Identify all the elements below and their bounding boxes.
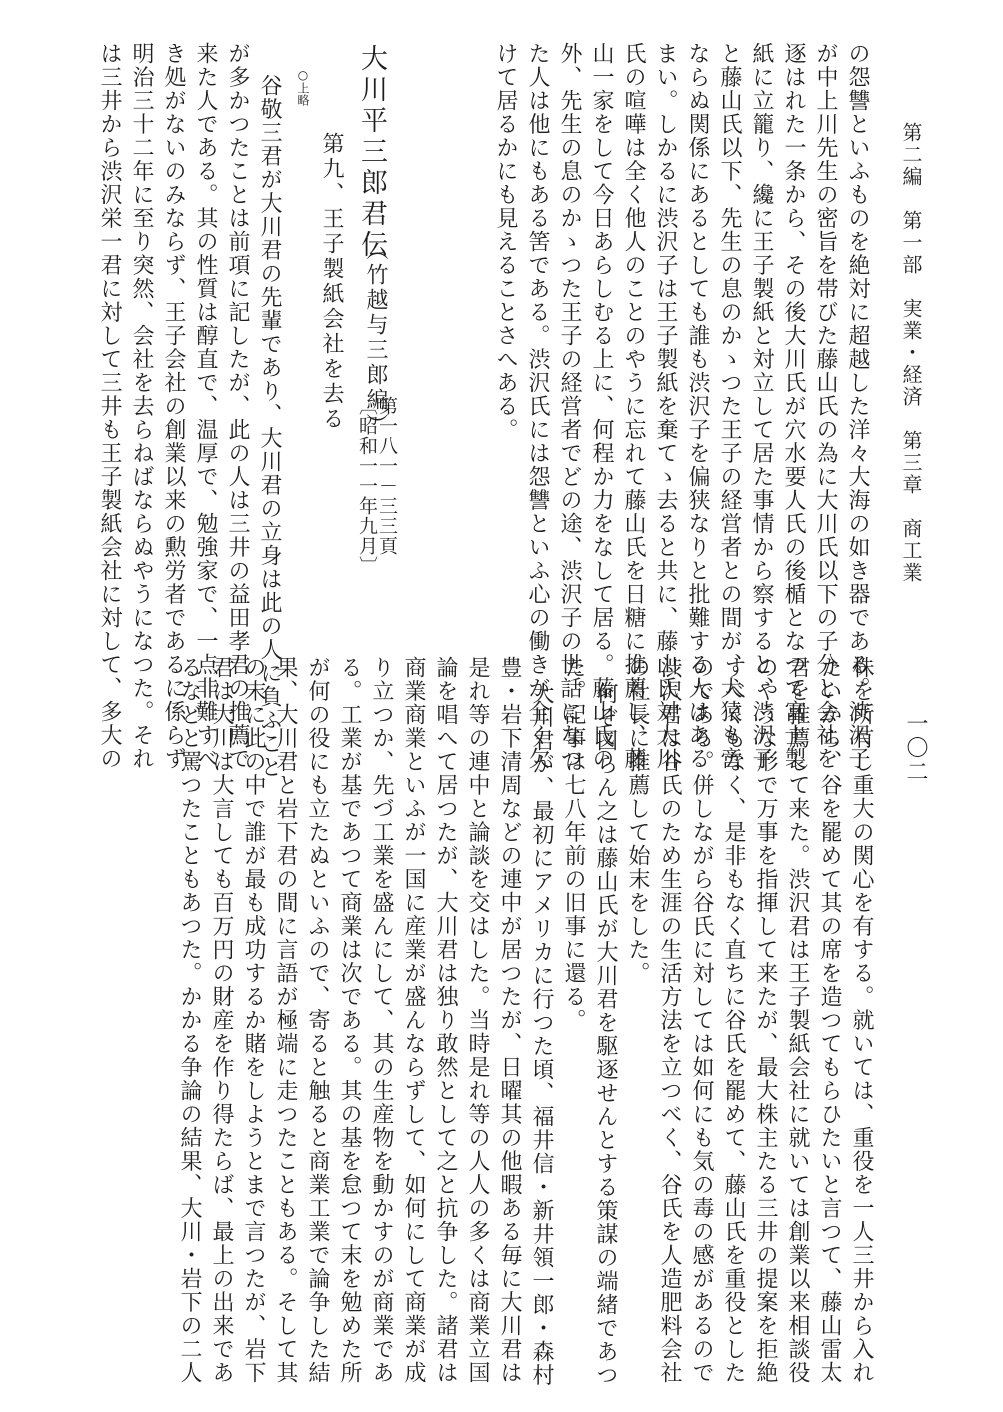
- text-column: ならぬ関係にあるとしても誰も渋沢子を偏狭なりと批難する人はある: [685, 42, 710, 771]
- text-column: 是れ等の連中と論談を交はした。当時是れ等の人人の多くは商業立国: [465, 656, 490, 1385]
- article-author: （竹越与三郎編）: [363, 238, 388, 438]
- text-column: る。工業が基であつて商業は次である。其の基を怠つて末を勉めた所: [337, 656, 362, 1385]
- text-column: が中上川先生の密旨を帯びた藤山氏の為に大川氏以下の子分と会社を: [813, 42, 838, 771]
- text-column: が多かつたことは前項に記したが、此の人は三井の益田孝君の推薦で: [225, 42, 250, 771]
- text-column: 大川君が、最初にアメリカに行つた頃、福井信・新井領一郎・森村: [529, 682, 554, 1387]
- text-column: 豊・岩下清周などの連中が居つたが、日曜其の他暇ある毎に大川君は: [497, 656, 522, 1385]
- text-column: 谷敬三君が大川君の先輩であり、大川君の立身は此の人に負ふこと: [257, 74, 282, 779]
- text-column: 山一家をして今日あらしむる上に、何程か力をなして居る。藤山氏の: [589, 42, 614, 771]
- text-column: り立つか、先づ工業を盛んにして、其の生産物を動かすのが商業であ: [369, 656, 394, 1385]
- text-column: は三井から渋沢栄一君に対して三井も王子製紙会社に対して、多大の: [97, 42, 122, 771]
- article-reference-pages: 第一八一－三三頁: [376, 396, 398, 556]
- text-column: と藤山氏以下、先生の息のかゝつた王子の経営者との間が、犬猿も啻: [717, 42, 742, 771]
- text-column: まい。しかるに渋沢子は王子製紙を棄てゝ去ると共に、藤山氏対大川: [653, 42, 678, 771]
- omission-mark: ○上略: [296, 68, 310, 106]
- text-column: のやうな形で万事を指揮して来たが、最大株主たる三井の提案を拒絶: [753, 656, 778, 1385]
- text-column: が何の役にも立たぬといふので、寄ると触ると商業工業で論争した結: [305, 656, 330, 1385]
- text-column: 果、大川君と岩下君の間に言語が極端に走つたこともある。そして其: [273, 656, 298, 1385]
- text-column: 外、先生の息のかゝつた王子の経営者でどの途、渋沢子の世話になつ: [557, 42, 582, 771]
- text-column: 渋沢君は谷氏のため生涯の生活方法を立つべく、谷氏を人造肥料会社: [657, 656, 682, 1385]
- text-column: た。記事は七八年前の旧事に還る。: [561, 656, 586, 1032]
- text-column: の末に此の中で誰が最も成功するか賭をしようとまで言つたが、岩下: [241, 656, 266, 1385]
- text-column: けて居るかにも見えることさへある。: [493, 42, 518, 442]
- text-column: き処がないのみならず、王子会社の創業以来の勲労者であるに係らず: [161, 42, 186, 771]
- text-column: 商業商業といふが一国に産業が盛んならずして、如何にして商業が成: [401, 656, 426, 1385]
- page-number: 一〇二: [903, 712, 928, 784]
- text-column: 論を唱へて居つたが、大川君は独り敢然として之と抗争した。諸君は: [433, 656, 458, 1385]
- article-title: 大川平三郎君伝: [356, 44, 387, 261]
- text-column: 明治三十二年に至り突然、会社を去らねばならぬやうになつた。それ: [129, 42, 154, 771]
- text-column: 何ぞ図らん之は藤山氏が大川君を駆逐せんとする策謀の端緒であつ: [593, 682, 618, 1387]
- text-column: の怨讐といふものを絶対に超越した洋々大海の如き器である。渋沢子: [845, 42, 870, 771]
- text-column: すべくもなく、是非もなく直ちに谷氏を罷めて、藤山氏を重役とした: [721, 656, 746, 1385]
- text-column: た人は他にもある筈である。渋沢氏には怨讐といふ心の働きが全く欠: [525, 42, 550, 771]
- section-title: 第九、王子製紙会社を去る: [319, 132, 344, 432]
- text-column: 氏の喧嘩は全く他人のことのやうに忘れて藤山氏を日糖に推薦し、藤: [621, 42, 646, 771]
- running-header: 第二編 第一部 実業・経済 第三章 商工業: [899, 122, 923, 584]
- text-column: 君を推薦して来た。渋沢君は王子製紙会社に就いては創業以来相談役: [785, 656, 810, 1385]
- text-column: たいから、谷を罷めて其の席を造つてもらひたいと言つて、藤山雷太: [817, 656, 842, 1385]
- text-column: の社長に推薦して始末をした。: [625, 656, 650, 985]
- article-reference-date: 〔昭和一一年九月〕: [356, 396, 378, 576]
- text-column: 逐はれた一条から、その後大川氏が穴水要人氏の後楯となつて富士製: [781, 42, 806, 771]
- text-column: 君は大川は大言しても百万円の財産を作り得たらば、最上の出来であ: [209, 656, 234, 1385]
- text-column: 紙に立籠り、纔に王子製紙と対立して居た事情から察すると、渋沢子: [749, 42, 774, 771]
- text-column: 株を所有し重大の関心を有する。就いては、重役を一人三井から入れ: [849, 656, 874, 1385]
- text-column: のである。併しながら谷氏に対しては如何にも気の毒の感があるので: [689, 656, 714, 1385]
- text-column: るなどと罵つたこともあつた。かかる争論の結果、大川・岩下の二人: [177, 656, 202, 1385]
- text-column: 来た人である。其の性質は醇直で、温厚で、勉強家で、一点非難すべ: [193, 42, 218, 771]
